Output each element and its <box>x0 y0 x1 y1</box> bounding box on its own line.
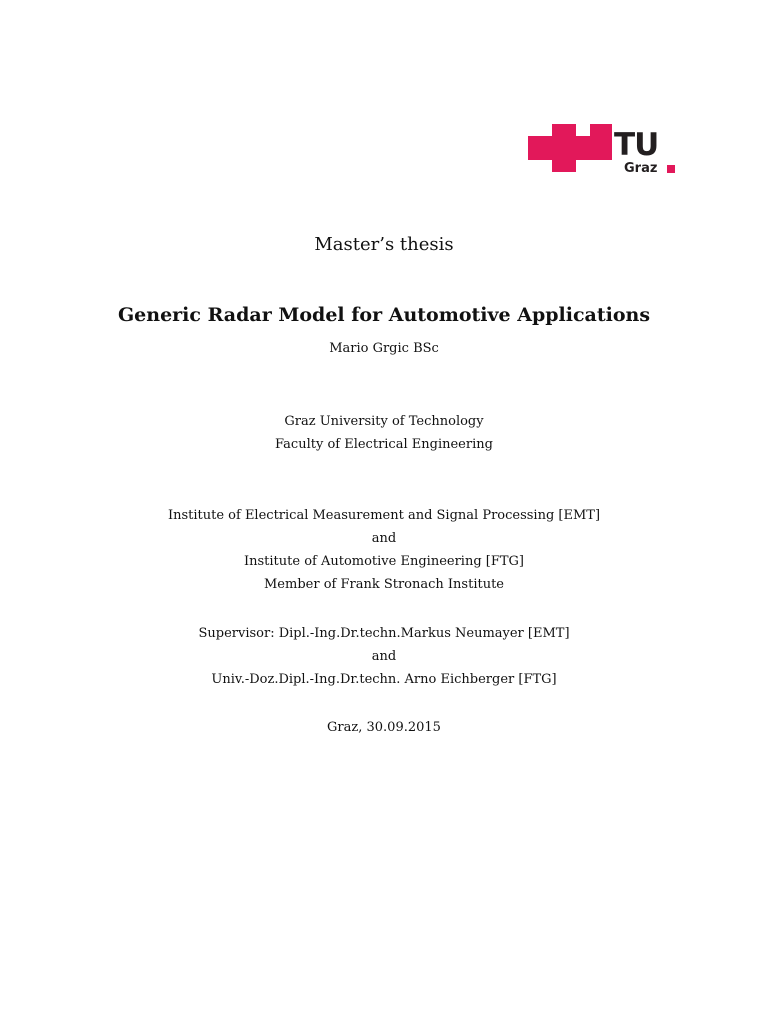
tu-graz-logo <box>528 124 678 176</box>
author-name: Mario Grgic BSc <box>329 341 439 356</box>
institute-line: and <box>371 531 397 546</box>
thesis-type: Master’s thesis <box>314 234 454 255</box>
institute-block <box>0 504 768 596</box>
supervisor-line: and <box>371 649 397 664</box>
logo-text-graz: Graz <box>624 161 658 176</box>
supervisor-block <box>0 622 768 691</box>
university-name: Graz University of Technology <box>284 414 484 429</box>
place-date: Graz, 30.09.2015 <box>327 720 441 735</box>
supervisor-line: Supervisor: Dipl.-Ing.Dr.techn.Markus Neumayer [EMT] <box>198 626 570 641</box>
logo-text-tu: TU <box>614 127 659 163</box>
logo-accent-square <box>667 165 675 173</box>
supervisor-line: Univ.-Doz.Dipl.-Ing.Dr.techn. Arno Eichberger [FTG] <box>211 672 557 687</box>
university-block <box>0 410 768 456</box>
institute-line: Member of Frank Stronach Institute <box>264 577 504 592</box>
faculty-name: Faculty of Electrical Engineering <box>275 437 493 452</box>
logo-block-2 <box>552 124 576 172</box>
thesis-title: Generic Radar Model for Automotive Applications <box>117 304 651 326</box>
institute-line: Institute of Electrical Measurement and Signal Processing [EMT] <box>167 508 601 523</box>
logo-block-1 <box>528 136 552 160</box>
date-block <box>0 716 768 739</box>
institute-line: Institute of Automotive Engineering [FTG] <box>243 554 524 569</box>
logo-block-4 <box>590 124 612 160</box>
